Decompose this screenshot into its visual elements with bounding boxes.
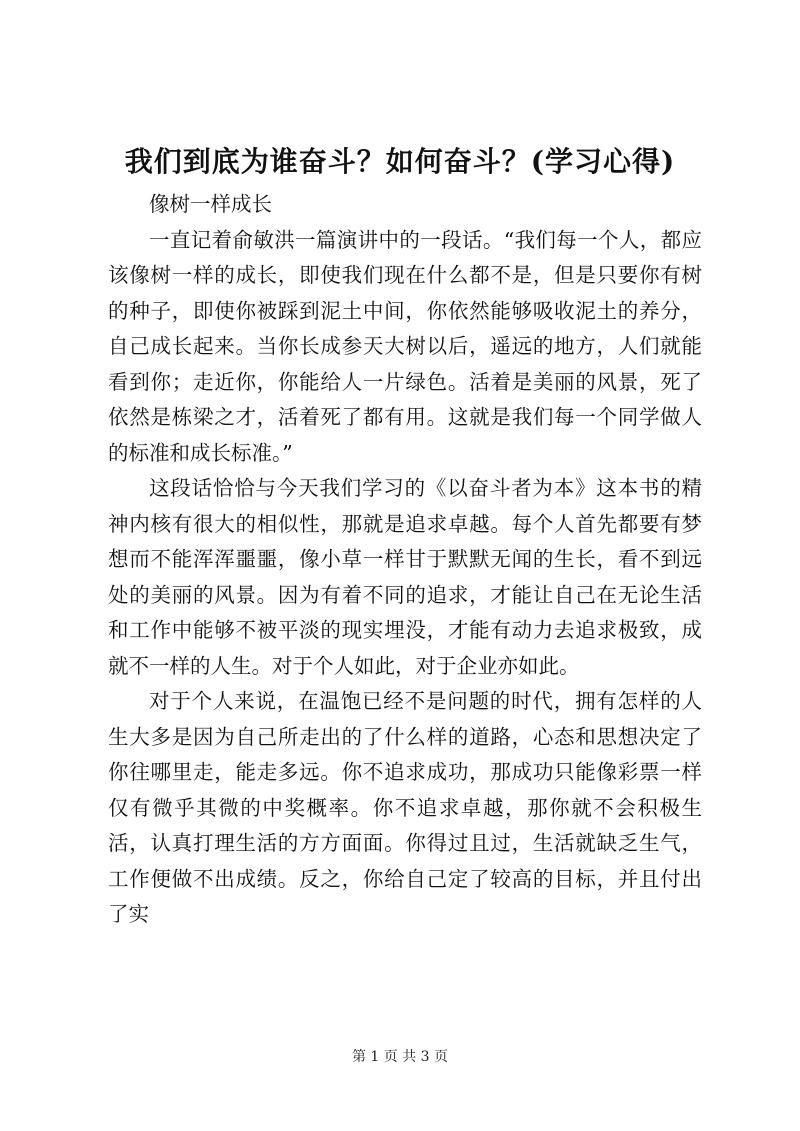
- document-body: [108, 187, 702, 933]
- paragraph-individual: 对于个人来说，在温饱已经不是问题的时代，拥有怎样的人生大多是因为自己所走出的了什么样的道路，心态和思想决定了你往哪里走，能走多远。你不追求成功，那成功只能像彩票一样仅有微乎其微的中奖概率。你不追求卓越，那你就不会积极生活，认真打理生活的方方面面。你得过且过，生活就缺乏生气，工作便做不出成绩。反之，你给自己定了较高的目标，并且付出了实: [108, 689, 702, 926]
- paragraph-quote: 一直记着俞敏洪一篇演讲中的一段话。“我们每一个人，都应该像树一样的成长，即使我们现在什么都不是，但是只要你有树的种子，即使你被踩到泥土中间，你依然能够吸收泥土的养分，自己成长起来。当你长成参天大树以后，遥远的地方，人们就能看到你；走近你，你能给人一片绿色。活着是美丽的风景，死了依然是栋梁之才，活着死了都有用。这就是我们每一个同学做人的标准和成长标准。”: [108, 227, 702, 465]
- document-title: 我们到底为谁奋斗？如何奋斗？(学习心得): [124, 145, 676, 178]
- section-heading: 像树一样成长: [149, 192, 272, 216]
- page-number: 第 1 页 共 3 页: [351, 1049, 449, 1065]
- paragraph-reflection: 这段话恰恰与今天我们学习的《以奋斗者为本》这本书的精神内核有很大的相似性，那就是追求卓越。每个人首先都要有梦想而不能浑浑噩噩，像小草一样甘于默默无闻的生长，看不到远处的美丽的风景。因为有着不同的追求，才能让自己在无论生活和工作中能够不被平淡的现实埋没，才能有动力去追求极致，成就不一样的人生。对于个人如此，对于企业亦如此。: [108, 476, 702, 678]
